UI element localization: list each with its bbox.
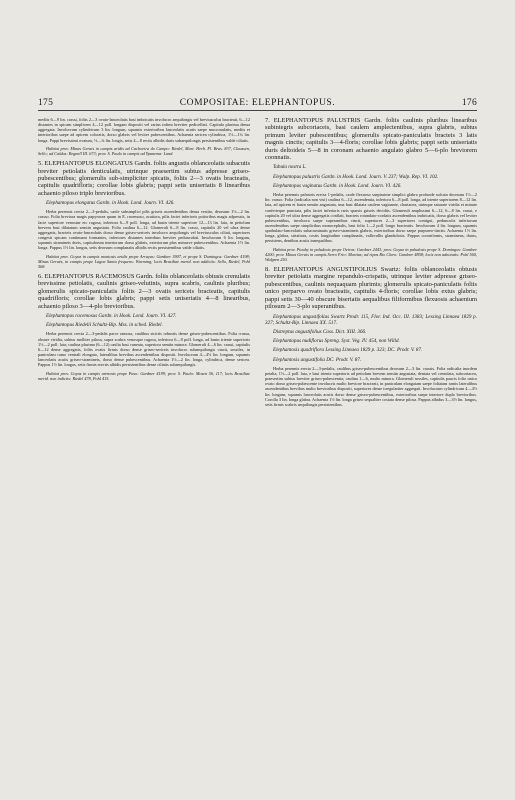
species-7-tabula: Tabula nostra L. [273, 164, 307, 171]
species-8-synonym-4: Elephantosis quadriflora Lessing Linnaea 1829 p. 323; DC. Prodr. V. 87. [273, 347, 423, 354]
species-6-heading: 6. ELEPHANTOPUS RACEMOSUS Gardn. foliis oblanceolatis obtusis crenulatis brevissime petiolatis, caulinis griseo-velutinis, supra scabris, caulinis pluribus; glomerulis spicato-paniculatis foliis 2—3 ovatis sericeis bracteatis, capitulis quadrifloris; corollae lobis glabris; pappi setis uniseriatis 4—8 linearibus, achaenio piloso 3—4-plo brevioribus. [38, 273, 250, 310]
two-column-body [38, 117, 477, 410]
species-6-synonym-2: Elephantopus Riedelii Schultz-Bip. Mss. in sched. Riedel. [46, 322, 163, 329]
species-5-synonym: Elephantopus elongatus Gardn. in Hook. Lond. Journ. VI. 426. [46, 200, 175, 207]
species-7-description: Herba perennis palustris erecta 1-pedalis, caule flexuoso saepissime simplici glabro profunde sulcato deorsum 1½—2 lin. crasso. Folia (radicalia non visi) caulina 6—12, ascendentia, inferiora 6—8 poll. longa, ad triente superiorem 8—12 lin. lata, ad apicem et basin semiin angustata, ima basi dilatata caulem vaginante, chartacea, utrinque saturate viridia et minute conferteque punctata, pilis faciei inferioris raris sparsis griseis decidiis. Glomeruli amplissimi 6—12, 6—8 lin. crassi, e capitulis 20 vel ultra dense aggregatis conflati, bracteis rotundato-cordatis ascendentibus imbricatis, dorso glabris vel leviter pubescentibus, involucra saepe superantibus cincti, superiores 2—3 superiores contigui, pedunculis inferiorum ascendentibus saepe simplicibus monocephalis, basi folio 1—2 poll. longo bracteatis. Involucrum 4 lin. longum, squamis spathulato-lanceolatis subacuminatis griseo-stramineis glabris, exterioribus dorso saepe purpureo-tinctis. Achaenia 1½ lin. longa, glabra, striatiora, costis longitudine complanatis, vallecullis glandulosis. Pappus coronifomis, stramineus, durus, persistens, dentibus acutis inaequalibus. [265, 192, 477, 244]
left-column [38, 117, 250, 410]
page-header [38, 98, 477, 108]
species-5-heading: 5. ELEPHANTOPUS ELONGATUS Gardn. foliis angustis oblanceolatis subacutis breviter petiolatis denticulatis, utrinque praesertim subtus adpresse griseo-pubescentibus; glomerulis sub-simpliciter spicatis, foliis 2—3 ovatis bracteatis, capitulis quadrifloris; corollae lobis glabris; pappi setis uniseriatis 8 linearibus achaenio piloso triplo brevioribus. [38, 160, 250, 197]
species-8-synonym-2: Distreptus angustifolius Cass. Dict. XIII. 366. [273, 328, 367, 335]
species-5-description: Herba perennis crecta 2—3-pedalis, caule subsimplici pilis griseis ascendentibus densa vestito, deorsum 1½—2 lin. crasso. Folia breviora magis papyracea quam in E. racemoso, acutiora, pilis faciei inferioris potioribus magis adpressis, in facie superiore venosiae etc rugosa, inferiora 6—9 poll. longa, ad basin triente superiore 12—13 lin. lata, in petiolum brevem basi dilatatum semiin angustata. Folia caulina 6—12. Glomeruli 6—8 lin. crassi, capitulis 20 vel ultra dense aggregatis, bracteis ovato-lanceolatis dorso dense griseo-sericeis involucro aequilongis vel breviusculus ciliati, superiores congesti spicam continuam formantes, inferiores distantes interdum breviter pedunculati. Involucrum 6 lin. longum, squamis stramineis duris, capitulorum interiorum dorso glabris, exteriorum plus minusve pubescentibus. Achaenia 1½ lin. longa. Pappus 1½ lin. longus, setis deorsum complanatis albidis rectis persistentibus valde ciliatis. [38, 209, 250, 251]
species-6-synonym-1: Elephantopus racemosus Gardn. in Hook. Lond. Journ. VI. 427. [46, 313, 177, 320]
header-rule [38, 110, 477, 111]
continued-habitat: Habitat prov. Minas Gerais in campis aridis ad Cachoeira do Campo: Riedel, Mart. Herb. Fl. Bras. 837, Claussen, Sello; ad Caldas: Regnell III. 673; prov. S. Paulo in campis ad Ypanema: Lund. [38, 145, 250, 156]
species-8-synonym-3: Elephantopus nudiflorus Spreng. Syst. Veg. IV. 454, non Willd. [273, 338, 400, 345]
species-8-description: Herba perennis erecta 2—3-pedalis, caulibus griseo-pubescentibus deorsum 2—3 lin. crassis. Folia radicalia inordem petalia, 1½—2 poll. lata, e basi triente superioris ad petiolum brevem semiin angustata, dentata vel crenulata, subcoriacea, praesertim subtus breviter griseo-pubescentia; caulina 1—6, multo minora. Glomeruli sessiles, capitulis paucis folio unico ovato dorso griseo-pubescente involucris multo breviore bracteati, in paniculam elongatam saepe foliatam ramis lateralibus ascendentibus brevibus multo brevioribus dispositi, superiores dense irregulariter aggregati. Involucrum cylindricum 4—4½ lin. longum, squamis lanceolatis acutis dorso dense griseo-pubescentibus, exterioribus saepe interiore duplo brevioribus. Corolla 3 lin. longa glabra. Achaenia 1½ lin. longa griseo sequaliter costata dense pilosa. Pappus albidus 3—3½ lin. longus, setis firmis scabris aequilongis persistentibus. [265, 365, 477, 407]
right-column [265, 117, 477, 410]
left-page-number: 175 [38, 98, 54, 108]
continued-description: mediis 6—9 lin. crassi, foliis 2—3 ovato-lanceolatis basi imbricatis involucro aequilongis vel breviusculus bracteati, 6—12 distantes in spicam simplicem 4—12 poll. longam dispositi vel rarius infimi breviter pedicellati. Capitula plurima densa aggregata. Involucrum cylindricum 3 lin. longum, squamis exterioribus lanceolatis acutis saepe mucronulatis, mediis et interioribus saepe ad apicem coloratis, dorso glabris vel leviter pubescentibus. Achaenia sericea cylindrica, 1½—1¾ lin. longa. Pappi brevissimi ovatum, ½—¾ lin. longis, setis 4—8 rectis albidis duris subaequilongis persistentibus valde ciliatis. [38, 117, 250, 143]
species-8-heading: 8. ELEPHANTOPUS ANGUSTIFOLIUS Swartz: foliis oblanceolatis obtusis breviter petiolatis margine repandulo-crispatis, utrinque leviter adpresse griseo-pubescentibus, caulinis nequaquam plurimis; glomerulis spicato-paniculatis foliis unico perparvo ovato bracteatis, capitulis 4-floris; corollae lobis extus glabris; pappi setis 30—40 obscure biseriatis aequalibus filiformibus flexuosis achaenium pilosum 2—3-plo superantibus. [265, 266, 477, 311]
species-7-heading: 7. ELEPHANTOPUS PALUSTRIS Gardn. foliis caulinis pluribus linearibus subintegris subcoriaceis, basi caulem amplectentibus, supra glabris, subtus primum leviter pubescentibus; glomerulis spicato-paniculatis bracteis 3 latis magnis cinctis; capitulis 3—4-floris; corollae lobis glabris; pappi setis uniseriatis duris deltoideis 5—8 in coronam achaenio angulato glabro 5—6-plo breviorem coonnatis. [265, 117, 477, 162]
species-7-synonym-2: Elephantopus vaginatus Gardn. in Hook. Lond. Journ. VI. 426. [273, 182, 402, 189]
species-6-habitat: Habitat prov. Goyaz in campis arenosis prope Paso: Gardner 4199; prov. S. Paulo: Mosen 56, 117; locis Brasiliae merid. non indictis: Riedel 478, Pohl 415. [38, 370, 250, 381]
right-page-number: 176 [461, 98, 477, 108]
species-8-synonym-5: Elephantosis angustifolia DC. Prodr. V. 87. [273, 356, 362, 363]
species-7-habitat: Habitat prov. Piauhy in paludosis prope Oeiras: Gardner 2443; prov. Goyaz in paludosis prope S. Domingos: Gardner 4200; prov. Minas Gerais in campis Serro Frio: Martius; ad ripas Rio Claro: Gardner 4858; locis non adnotatis: Pohl 560, Widgren 250. [265, 246, 477, 262]
species-5-habitat: Habitat prov. Goyaz in campis montosis aridis prope Arrayas: Gardner 3907, et prope S. Domingos: Gardner 4198; Minas Geraës, in campis prope Lagoa Santa frequens: Warming; locis Brasiliae merid. non addictis: Sello, Riedel, Pohl 568. [38, 253, 250, 269]
species-8-synonym-1: Elephantopus angustifolius Swartz Prodr. 115, Flor. Ind. Occ. III. 1383; Lessing Linnaea 1829 p. 327; Schultz-Bip. Linnaea XX. 517. [265, 313, 477, 326]
running-title: COMPOSITAE: ELEPHANTOPUS. [179, 98, 336, 108]
species-6-description: Herba perennis crecta 2—3-pedalis parce ramosa, caulibus strictis robustis dense griseo-pubescentibus. Folia crassa, obsure viridia, subtus molliter pilosa, supra scabra venosque rugosa, inferiora 6—8 poll. longa, ad basin triente superioris 1½—2 poll. lata; caulina plurima (6—12) caulia basi cuneata, superiora semiin minora. Glomeruli 4—6 lin. crassi, capitulis 6—12 dense aggregatis, foliis ovatis firmis dorso dense griseo-sericeis involucro subaequilongis cincti, sessiles, in paniculam ramo centrali elongato, lateralibus brevibus ascendentibus dispositi. Involucrum 4—4½ lin. longum, squamis lanceolatis acutis griseo-stramineis, dorso dense pubescentibus. Achaenia 1½—2 lin. longa, cylindrica, dense sericea. Pappus 1½ lin. longus, setis firmis erectis albidis persistentibus dense ciliatis subaequilongis. [38, 331, 250, 368]
species-7-synonym-1: Elephantopus palustris Gardn. in Hook. Lond. Journ. V. 237; Walp. Rep. VI. 102. [273, 173, 439, 180]
